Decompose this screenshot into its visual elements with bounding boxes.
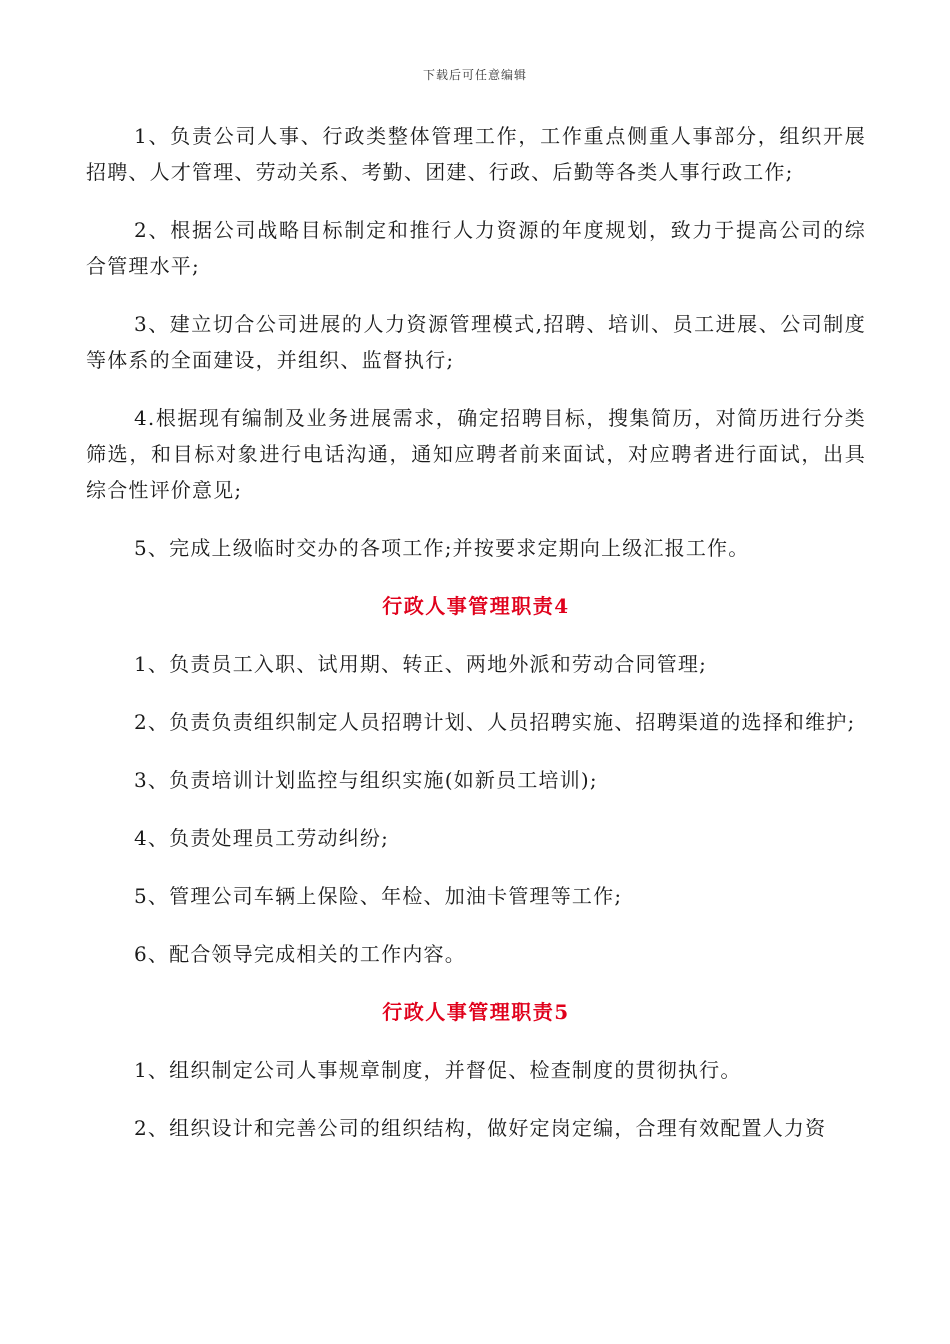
paragraph: 1、组织制定公司人事规章制度，并督促、检查制度的贯彻执行。: [134, 1058, 742, 1082]
paragraph: 6、配合领导完成相关的工作内容。: [134, 942, 466, 966]
document-body: [86, 118, 866, 1168]
paragraph: 4.根据现有编制及业务进展需求，确定招聘目标，搜集简历，对简历进行分类筛选，和目标对象进行电话沟通，通知应聘者前来面试，对应聘者进行面试，出具综合性评价意见;: [86, 406, 866, 502]
paragraph: 3、负责培训计划监控与组织实施(如新员工培训);: [134, 768, 598, 792]
paragraph: 1、负责公司人事、行政类整体管理工作，工作重点侧重人事部分，组织开展招聘、人才管理、劳动关系、考勤、团建、行政、后勤等各类人事行政工作;: [86, 124, 866, 184]
paragraph: 3、建立切合公司进展的人力资源管理模式,招聘、培训、员工进展、公司制度等体系的全面建设，并组织、监督执行;: [86, 312, 866, 372]
paragraph: 5、完成上级临时交办的各项工作;并按要求定期向上级汇报工作。: [134, 536, 750, 560]
section-heading: 行政人事管理职责5: [382, 1000, 570, 1024]
paragraph: 2、组织设计和完善公司的组织结构，做好定岗定编，合理有效配置人力资: [134, 1116, 827, 1140]
paragraph: 2、根据公司战略目标制定和推行人力资源的年度规划，致力于提高公司的综合管理水平;: [86, 218, 866, 278]
paragraph: 2、负责负责组织制定人员招聘计划、人员招聘实施、招聘渠道的选择和维护;: [134, 710, 856, 734]
paragraph: 5、管理公司车辆上保险、年检、加油卡管理等工作;: [134, 884, 623, 908]
paragraph: 1、负责员工入职、试用期、转正、两地外派和劳动合同管理;: [134, 652, 708, 676]
header-note: 下载后可任意编辑: [422, 68, 527, 82]
section-heading: 行政人事管理职责4: [382, 594, 570, 618]
paragraph: 4、负责处理员工劳动纠纷;: [134, 826, 390, 850]
